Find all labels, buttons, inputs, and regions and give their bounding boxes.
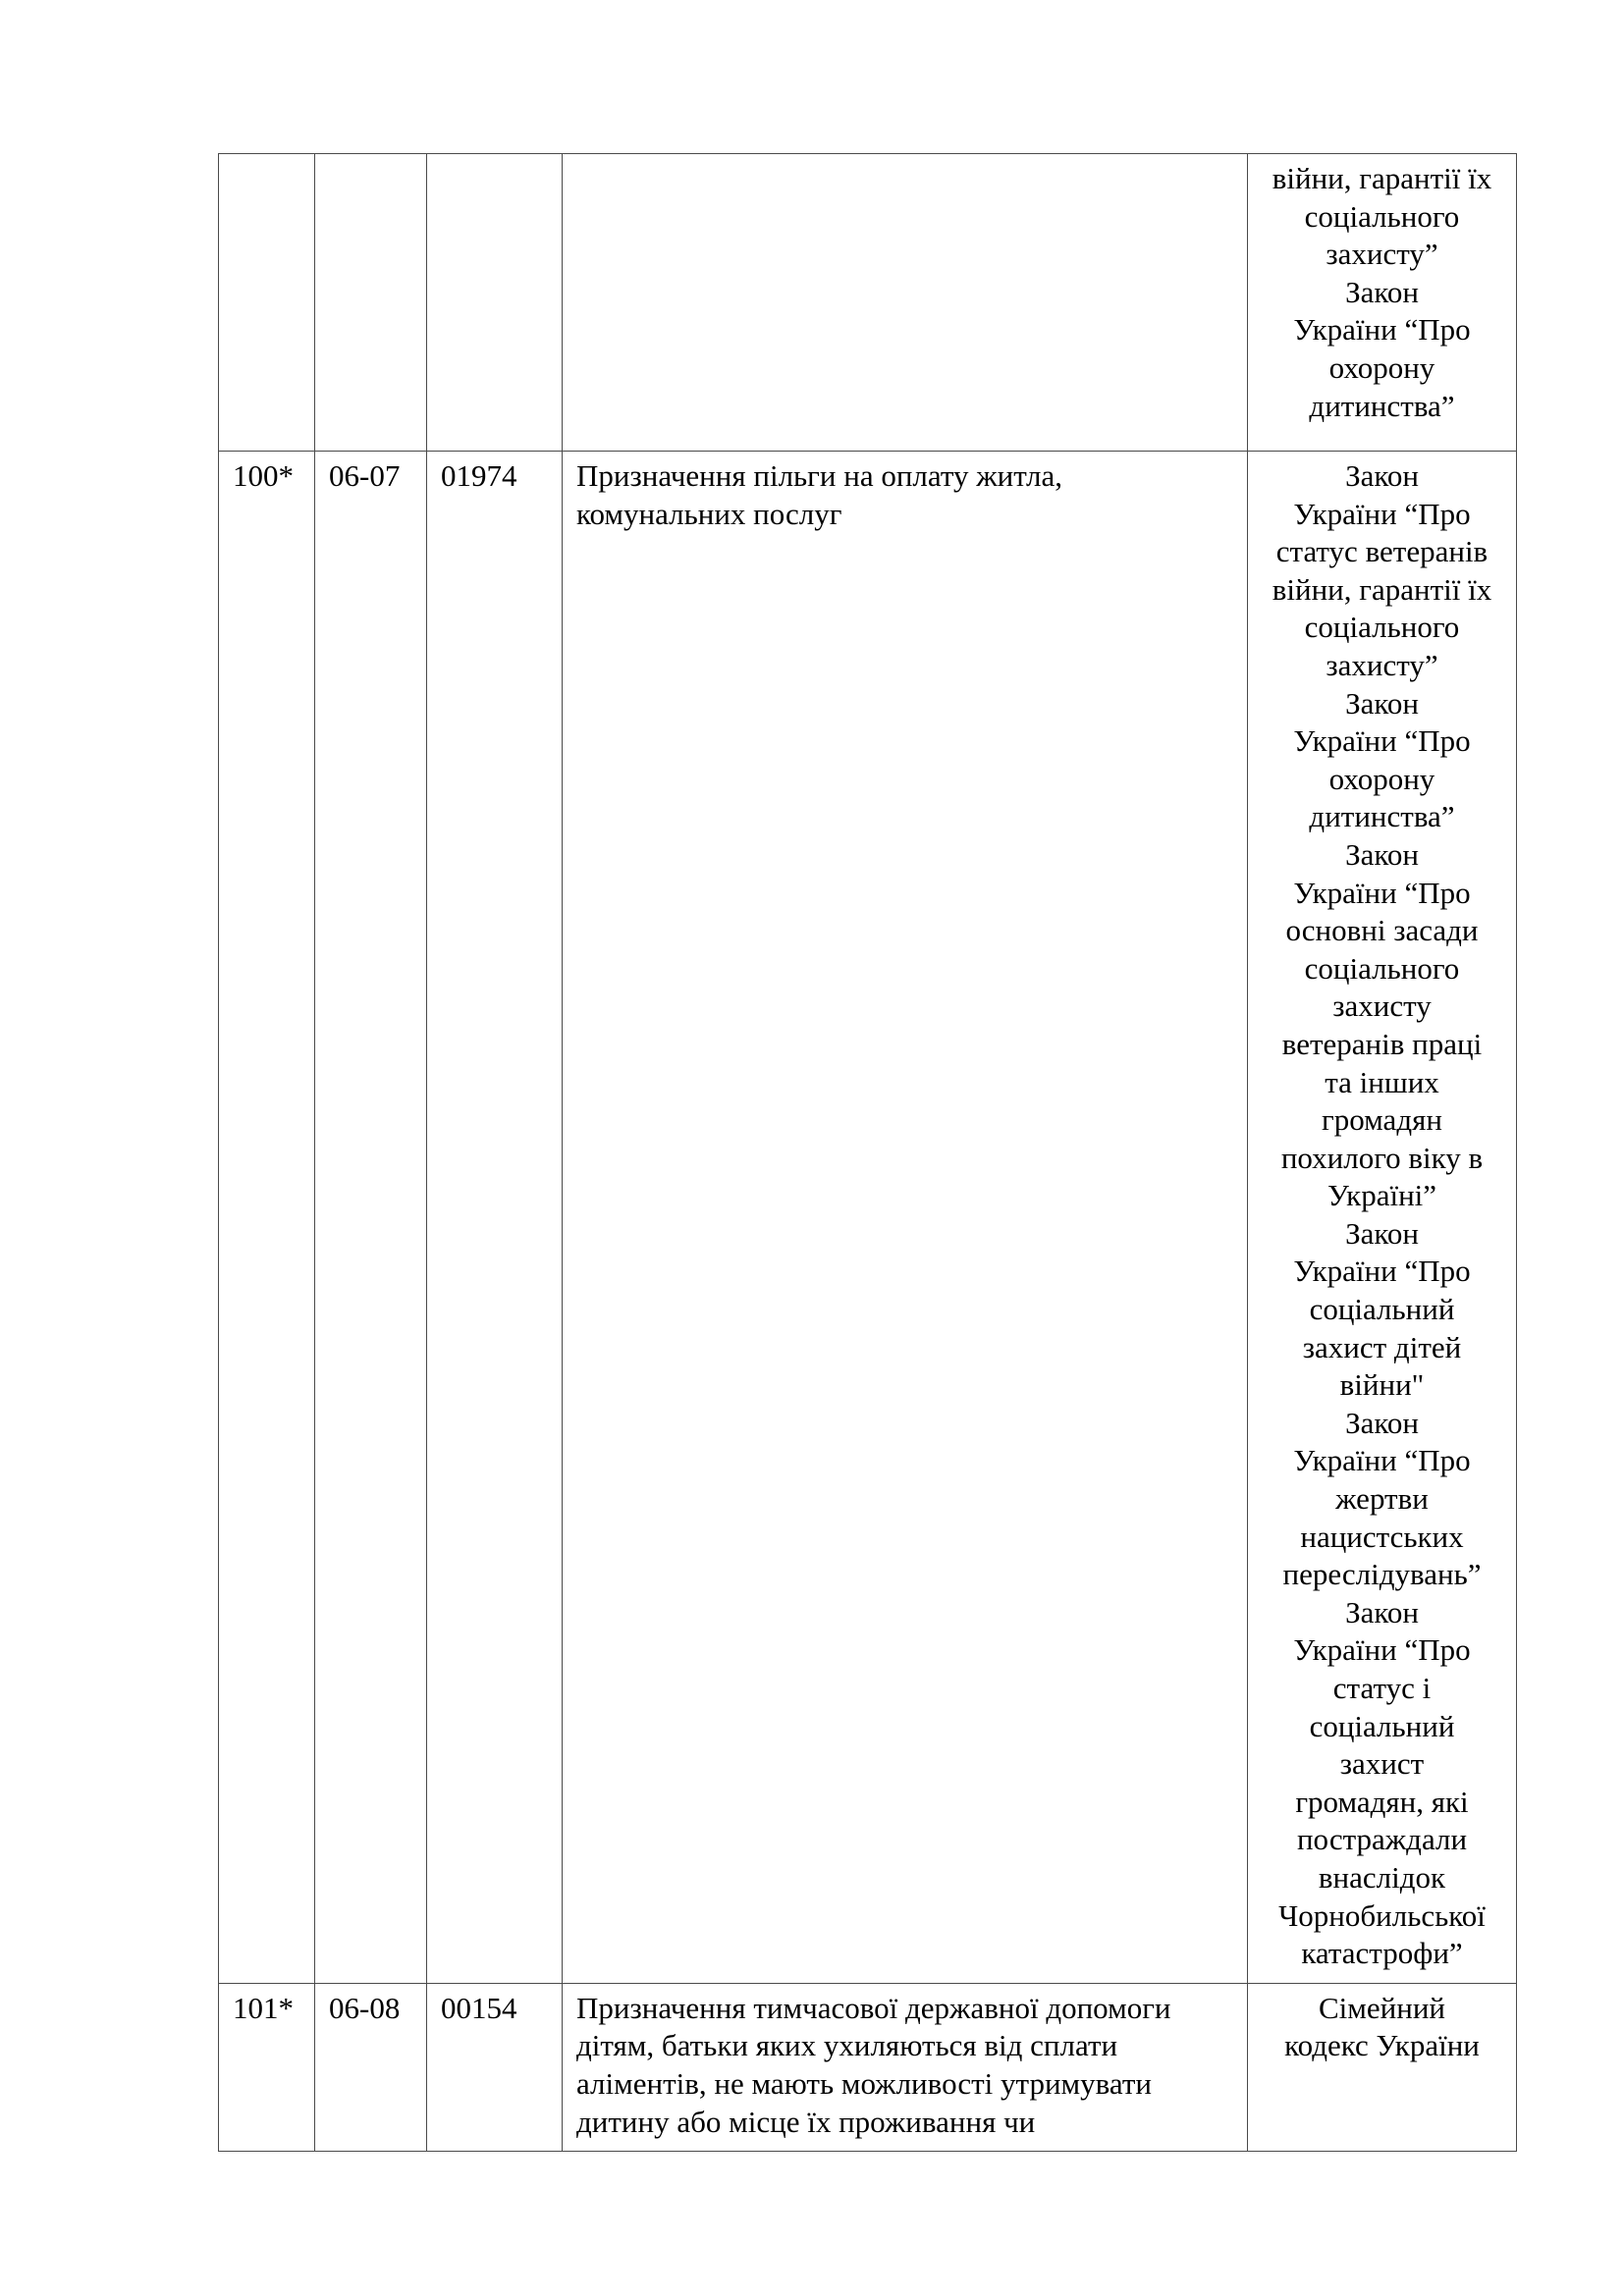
legal-basis-line: статус і [1332, 1671, 1432, 1705]
legal-basis-line: катастрофи” [1301, 1936, 1463, 1971]
legal-basis-line: України “Про [1293, 1443, 1471, 1478]
services-table [218, 153, 1517, 2152]
legal-basis-line: Закон [1345, 274, 1419, 309]
table-row [219, 452, 1517, 1984]
legal-basis-line: ветеранів праці [1281, 1026, 1483, 1061]
service-code-cell: 06-08 [315, 1983, 427, 2151]
legal-basis-line: України “Про [1293, 1632, 1471, 1668]
legal-basis-line: похилого віку в [1280, 1140, 1484, 1175]
row-number-cell: 101* [219, 1983, 315, 2151]
legal-basis-line: захисту [1332, 988, 1432, 1024]
legal-basis-line: Чорнобильської [1278, 1897, 1486, 1933]
legal-basis-line: кодекс України [1284, 2028, 1480, 2063]
row-number-cell: 100* [219, 452, 315, 1984]
legal-basis-line: Закон [1345, 836, 1419, 872]
service-code-cell: 06-07 [315, 452, 427, 1984]
legal-basis-line: соціальний [1309, 1292, 1455, 1327]
service-id-cell: 01974 [427, 452, 563, 1984]
table-row [219, 154, 1517, 452]
legal-basis-line: захист [1339, 1746, 1425, 1782]
legal-basis-line: соціального [1304, 610, 1460, 645]
service-code-cell [315, 154, 427, 452]
legal-basis-line: захисту” [1326, 647, 1438, 682]
legal-basis-line: України “Про [1293, 496, 1471, 531]
legal-basis-line: України “Про [1293, 312, 1471, 347]
legal-basis-cell [1248, 154, 1517, 452]
service-name-cell: Призначення пільги на оплату житла, комунальних послуг [563, 452, 1248, 1984]
legal-basis-line: захист дітей [1302, 1329, 1462, 1364]
table-row [219, 1983, 1517, 2151]
legal-basis-line: соціального [1304, 950, 1460, 986]
legal-basis-line: Україні” [1326, 1178, 1437, 1213]
service-id-cell [427, 154, 563, 452]
legal-basis-line: Закон [1345, 1594, 1419, 1629]
legal-basis-line: постраждали [1296, 1822, 1468, 1857]
legal-basis-line: переслідувань” [1282, 1557, 1482, 1592]
service-id-cell: 00154 [427, 1983, 563, 2151]
legal-basis-cell [1248, 1983, 1517, 2151]
legal-basis-line: України “Про [1293, 875, 1471, 910]
legal-basis-line: жертви [1335, 1481, 1429, 1517]
legal-basis-line: Закон [1345, 1215, 1419, 1251]
legal-basis-line: та інших [1325, 1064, 1439, 1099]
legal-basis-line: статус ветеранів [1275, 534, 1489, 569]
legal-basis-cell [1248, 452, 1517, 1984]
legal-basis-line: війни, гарантії їх [1272, 571, 1492, 607]
legal-basis-line: війни, гарантії їх [1272, 161, 1492, 195]
service-name-cell: Призначення тимчасової державної допомоги дітям, батьки яких ухиляються від сплати аліментів, не мають можливості утримувати дитину або місце їх проживання чи [563, 1983, 1248, 2151]
legal-basis-line: Закон [1345, 458, 1419, 493]
legal-basis-line: Закон [1345, 685, 1419, 721]
legal-basis-line: нацистських [1300, 1519, 1464, 1554]
legal-basis-line: громадян [1322, 1102, 1442, 1138]
legal-basis-line: внаслідок [1318, 1859, 1446, 1895]
legal-basis-line: дитинства” [1309, 799, 1455, 834]
service-name-cell [563, 154, 1248, 452]
legal-basis-line: дитинства” [1309, 388, 1455, 423]
legal-basis-line: громадян, які [1295, 1784, 1469, 1819]
legal-basis-line: України “Про [1293, 723, 1471, 759]
row-number-cell [219, 154, 315, 452]
legal-basis-line: Закон [1345, 1405, 1419, 1440]
legal-basis-line: соціального [1304, 198, 1460, 234]
legal-basis-line: основні засади [1285, 913, 1479, 948]
legal-basis-line: війни" [1339, 1367, 1425, 1403]
legal-basis-line: охорону [1328, 761, 1435, 796]
legal-basis-line: соціальний [1309, 1708, 1455, 1743]
legal-basis-line: захисту” [1326, 237, 1438, 272]
legal-basis-line: України “Про [1293, 1254, 1471, 1289]
legal-basis-line: Сімейний [1318, 1990, 1446, 2025]
legal-basis-line: охорону [1328, 349, 1435, 385]
